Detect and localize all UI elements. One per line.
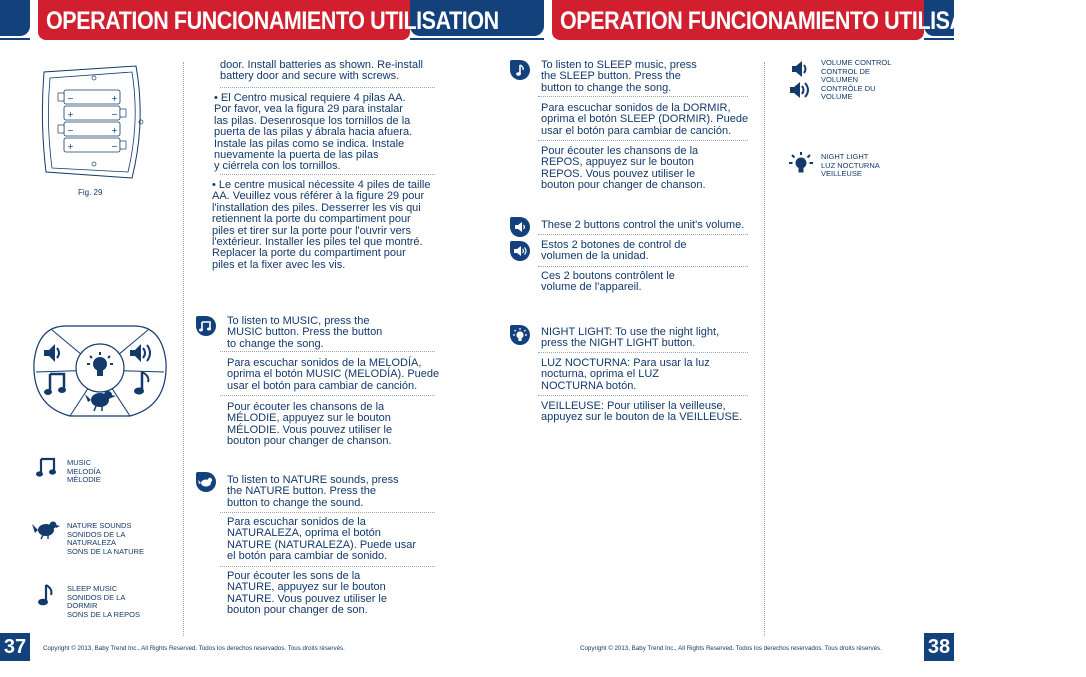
header-bar-left [0, 0, 30, 36]
svg-text:+: + [67, 142, 74, 151]
divider [220, 566, 435, 567]
night-text-en: NIGHT LIGHT: To use the night light, press the NIGHT LIGHT button. [541, 326, 720, 350]
page-number-right: 38 [924, 633, 954, 661]
divider [538, 266, 748, 267]
legend-sleep-icon [38, 584, 54, 606]
divider [220, 174, 435, 175]
svg-text:+: + [111, 94, 118, 103]
legend-nature-label: NATURE SOUNDS SONIDOS DE LA NATURALEZA SONS DE LA NATURE [67, 521, 144, 556]
volume-text-en: These 2 buttons control the unit's volume. [541, 219, 745, 231]
page-title-right: OPERATION FUNCIONAMIENTO UTILISATION [552, 0, 924, 40]
sleep-text-es: Para escuchar sonidos de la DORMIR, oprima el botón SLEEP (DORMIR). Puede usar el botón para cambiar de canción. [541, 102, 749, 137]
svg-text:−: − [111, 110, 118, 119]
sleep-icon [510, 60, 530, 80]
volume-up-icon [510, 241, 530, 261]
page-number-left: 37 [0, 633, 30, 661]
battery-text-fr: • Le centre musical nécessite 4 piles de taille AA. Veuillez vous référer à la figure 29 pour l'installation des piles. Desserrer les vis qui retiennent la porte du compartiment pour piles et tirer sur la porte pour l'ouvrir vers l'extérieur. Installer les piles tel que montré. Replacer la porte du compartiment pour piles et la fixer avec les vis. [212, 179, 431, 271]
nature-text-en: To listen to NATURE sounds, press the NATURE button. Press the button to change the sound. [227, 474, 399, 509]
divider [220, 87, 435, 88]
volume-down-icon [510, 217, 530, 237]
battery-compartment-figure [36, 60, 154, 185]
battery-text-en: door. Install batteries as shown. Re-install battery door and secure with screws. [220, 59, 423, 83]
divider [538, 140, 748, 141]
night-text-fr: VEILLEUSE: Pour utiliser la veilleuse, appuyez sur le bouton de la VEILLEUSE. [541, 400, 743, 424]
svg-text:−: − [67, 126, 74, 135]
volume-text-es: Estos 2 botones de control de volumen de la unidad. [541, 239, 687, 263]
volume-text-fr: Ces 2 boutons contrôlent le volume de l'appareil. [541, 270, 675, 294]
legend-night-label: NIGHT LIGHT LUZ NOCTURNA VEILLEUSE [821, 152, 880, 179]
legend-bird-icon [32, 518, 60, 540]
divider [220, 351, 435, 352]
legend-sleep-label: SLEEP MUSIC SONIDOS DE LA DORMIR SONS DE LA REPOS [67, 584, 140, 619]
page-title-left: OPERATION FUNCIONAMIENTO UTILISATION [38, 0, 410, 40]
svg-text:+: + [111, 126, 118, 135]
column-divider-left [183, 62, 184, 636]
nature-text-es: Para escuchar sonidos de la NATURALEZA, oprima el botón NATURE (NATURALEZA). Puede usar el botón para cambiar de sonido. [227, 516, 417, 563]
legend-volume-down-icon [792, 61, 810, 77]
divider [538, 352, 748, 353]
music-icon [196, 316, 216, 336]
sleep-text-en: To listen to SLEEP music, press the SLEEP button. Press the button to change the song. [541, 59, 697, 94]
legend-music-icon [36, 456, 58, 478]
music-text-en: To listen to MUSIC, press the MUSIC button. Press the button to change the song. [227, 315, 383, 350]
divider [538, 234, 748, 235]
legend-music-label: MUSIC MELODÍA MÉLODIE [67, 458, 101, 485]
divider [538, 96, 748, 97]
svg-text:−: − [111, 142, 118, 151]
column-divider-right [764, 62, 765, 636]
sleep-text-fr: Pour écouter les chansons de la REPOS, appuyez sur le bouton REPOS. Vous pouvez utiliser le bouton pour changer de chanson. [541, 145, 706, 192]
legend-volume-up-icon [790, 81, 812, 99]
nature-text-fr: Pour écouter les sons de la NATURE, appuyez sur le bouton NATURE. Vous pouvez utiliser le bouton pour changer de son. [227, 570, 387, 617]
control-panel-figure [30, 322, 170, 418]
svg-text:+: + [67, 110, 74, 119]
night-text-es: LUZ NOCTURNA: Para usar la luz nocturna, oprima el LUZ NOCTURNA botón. [541, 357, 710, 392]
legend-night-light-icon [789, 151, 813, 175]
battery-text-es: • El Centro musical requiere 4 pilas AA. Por favor, vea la figura 29 para instalar las pilas. Desenrosque los tornillos de la puerta de las pilas y ábrala hacia afuera. Instale las pilas como se indica. Instale nuevamente la puerta de las pilas y ciérrela con los tornillos. [214, 92, 413, 173]
figure-label: Fig. 29 [78, 188, 103, 197]
legend-volume-label: VOLUME CONTROL CONTROL DE VOLUMEN CONTRÔLE DU VOLUME [821, 58, 892, 102]
music-text-es: Para escuchar sonidos de la MELODÍA, oprima el botón MUSIC (MELODÍA). Puede usar el botón para cambiar de canción. [227, 357, 440, 392]
night-light-icon [510, 325, 530, 345]
divider [220, 395, 435, 396]
svg-text:−: − [67, 94, 74, 103]
music-text-fr: Pour écouter les chansons de la MÉLODIE, appuyez sur le bouton MÉLODIE. Vous pouvez utiliser le bouton pour changer de chanson. [227, 401, 393, 448]
bird-icon [196, 472, 216, 492]
copyright-left: Copyright © 2013, Baby Trend Inc., All Rights Reserved. Todos los derechos reservados. Tous droits réservés. [43, 645, 345, 652]
divider [220, 512, 435, 513]
copyright-right: Copyright © 2013, Baby Trend Inc., All Rights Reserved. Todos los derechos reservados. Tous droits réservés. [580, 645, 882, 652]
divider [538, 395, 748, 396]
